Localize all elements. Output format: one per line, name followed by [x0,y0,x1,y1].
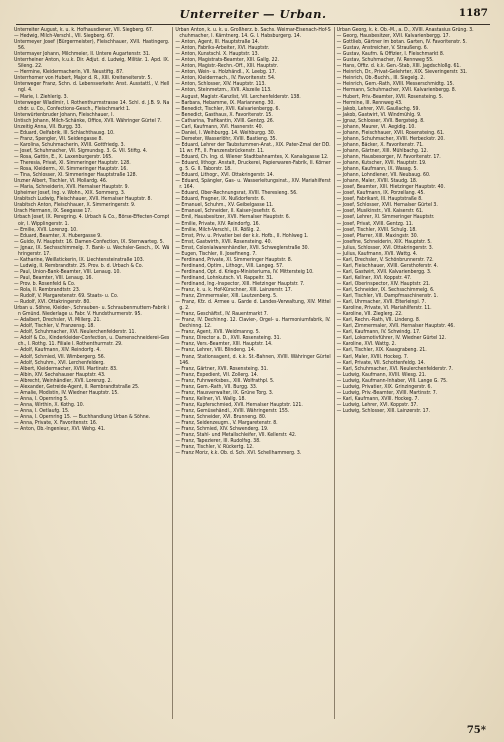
directory-entry: — Gustav, Anstreicher, V. Straußeng. 6. [336,45,429,52]
directory-entry: — Franz, Gärtner, XVII. Rosensteing. 31. [175,365,268,372]
directory-entry: — Emilie, Private, XIV. Reindorfg. 16. [175,220,261,227]
directory-entry: — Tina, Schlosser, XI. Simmeringer Hauptstraße 128. [14,172,138,179]
directory-entry: — Johann, Schuhmacher, XVIII. Herbeckstr. 20. [336,135,445,142]
directory-entry: — Paul, Beamter, VIII. Lenaug. 16. [14,274,93,281]
directory-columns [14,27,492,719]
directory-entry: — Hans, Offiz. d. k.k. Gen.-Stab, XIII. Jagdschloßg. 61. [336,63,461,70]
directory-entry: — Carl, Kaufmann, XVI. Hasnerstr. 40. [175,123,264,130]
directory-entry: — Johann, Maurer, VI. Aegidig. 10. [336,123,416,130]
directory-entry: — Albert, Kleidermacher, XVIII. Martinstr. 83. [14,365,118,372]
directory-entry: — Daniel, I. Weihburgg. 14. Weihburgg. 30. [175,129,276,136]
directory-entry: — Franz, Tapezierer, III. Rudolfsg. 38. [175,438,261,445]
directory-entry: Unterwürtenbruder Johann, Fleischhauer, I. [14,111,114,118]
directory-entry: — Jgnaz, Schlosser, XVII. Bergsteig. 8. [336,117,425,124]
directory-entry: — Anton, Fabriks-Arbeiter, XVI. Hauptstr. [175,45,270,52]
directory-entry: — Karl, Lokomotivführer, IV. Wiedner Gürtel 12. [336,335,447,342]
directory-entry: Untisch Johann, Milch-Schänke, Office, XVII. Währinger Gürtel 7. [14,117,162,124]
directory-entry: — Franz, Vers.-Beamter, XIII. Hauptstr. 14. [175,341,273,348]
directory-entry: Unterrheiner Anton, k.u.k. Dir. Adjut. d. Ludwig, Militär. 1. Apd. IX. Sileng. 22. [14,57,170,70]
directory-entry: — Ferdinand, Ing.-Inspector, XIII. Hietzinger Hauptstr. 7. [175,280,305,287]
directory-entry: — Franz, Stationsagent, d. k.k. St.-Bahnen, XVIII. Währinger Gürtel 146. [175,353,331,366]
directory-entry: — Emil, Hausbesitzer, XVII. Hernalser Hauptstr. 6. [175,214,291,221]
directory-entry: — Ludwig, Schlosser, XIII. Lainzerstr. 17. [336,407,431,414]
directory-entry: — Johann, Fleischhauer, XVII. Rosensteing. 61. [336,129,445,136]
directory-entry: — Josef, Kaufmann, IX. Porzellang. 45. [336,190,425,197]
directory-entry: — Karoline, Private, VI. Mariahilferstr. 11. [336,305,432,312]
directory-entry: — Emilie, XVII. Lorenzg. 10. [14,226,78,233]
directory-entry: — Eduard, Lithogr., XVI. Ottakringerstr. 14. [175,172,275,179]
directory-entry: — Anton, Ob.-Ingenieur, XVI. Wehg. 41. [14,426,106,433]
directory-entry: — Franz, Agent, XVII. Weidmanng. 5. [175,329,261,336]
directory-entry: — Georg, Hausbesitzer, XVII. Kalvarienbergg. 17. [336,33,451,40]
directory-entry: — Adolf & Co., Kinderkleider-Confection, u. Damenschneiderei-Gesch., I. Rothg. 11. Filiale I. Rothenthurmstr. 29. [14,335,170,348]
directory-entry: — Ludwig, Priv.-Beamter, XVIII. Martinstr. 7. [336,389,438,396]
page-header [18,6,488,22]
directory-entry: — Julius, Kaufmann, XVII. Wattg. 4. [336,250,418,257]
directory-entry: — Ernst, Colonialwarenhändler, XVII. Schweglerstraße 30. [175,244,310,251]
directory-entry: — Jakob, Lehrer, XVI. Gaullachg. 59. [336,105,420,112]
directory-entry: — Eugen, Tischler, II. Josefineng. 7. [175,250,257,257]
directory-entry: — Karl, Kaufmann, XVIII. Hockeg. 7. [336,395,419,402]
directory-entry: — Marie, I. Ziehlerig. 3. [14,93,69,100]
directory-entry: — Catharina, Trafikantin, XVIII. Gentzg. 26. [175,117,275,124]
directory-entry: — Albin, XIV. Sechshauser Hauptstr. 43. [14,371,106,378]
directory-entry: — Hermine, Kleidermacherin, VII. Neustiftg. 87. [14,69,124,76]
directory-entry: — Franz, Stahl- und Metallschleifer, VII. Kellerstr. 42. [175,432,297,439]
directory-entry: — Franz, IV. Dechinng. 12. Clavier-, Orgel- u. Harmoniumfabrik, IV. Dechinng. 12. [175,317,331,330]
directory-entry: — Franz, Hausverwalter, IX. Grüne Torg. 3. [175,389,274,396]
directory-entry: — Karoline, VII. Zieglerg. 22. [336,311,403,318]
directory-entry: — Johann, Hausbesorger, IV. Favoritenstr. 17. [336,153,441,160]
directory-entry: — Anna, I. Opernring 15. — Buchhandlung Urban & Söhne. [14,414,151,420]
directory-entry: — Ferdinand, Opt. d. Kriegs-Ministeriums, IV. Mittersteig 10. [175,268,314,275]
directory-column-2 [172,27,330,719]
directory-entry: — Prov. b. Rosenfeld & Co. [14,280,76,287]
directory-entry: — Franz, Lehrer, VIII. Blindeng. 14. [175,347,256,354]
header-rule [16,24,490,25]
directory-entry: — Franz, Kupferschmied, XVII. Hernalser Hauptstr. 121. [175,401,303,408]
directory-entry: — Theresia, Privat, XI. Simmeringer Hauptstr. 128. [14,160,131,167]
directory-entry: Urban u. Söhne, Kleider-, Schrauben- u. Schraubenmuttern-Fabrik in Gmünd. Niederlage u. Fabr. V. Hundsthurmerstr. 95. [14,305,170,318]
directory-entry: — Karl, Schuhmacher, XVI. Neulerchenfelderstr. 7. [336,365,453,372]
directory-entry: — Gottlieb, Gärtner im botan. Garten, IV. Favoritenstr. 5. [336,39,467,46]
directory-entry: — Rosa, Gattin, E., X. Laxenburgerstr. 165. [14,153,113,160]
directory-entry: — Gustav, Schuhmacher, IV. Rennweg 55. [336,57,434,64]
directory-entry: Unzeitig Anna, VII. Burgg. 33. [14,123,83,130]
directory-entry: — Johann, Maler, XVIII. Staudg. 18. [336,178,418,185]
directory-entry: — Franz, Director a. D., XVII. Rosensteing. 31. [175,335,282,342]
directory-entry: — Johann, Kutscher, XVII. Hauptstr. 19. [336,160,427,167]
directory-entry: — Ludwig, Lehrer, XVI. Koppstr. 37. [336,401,418,408]
directory-entry: — Adolf, Schuhmacher, XVI. Neulerchenfelderstr. 11. [14,329,136,336]
directory-entry: — Josef, Privat, XVIII. Gentzg. 11. [336,220,414,227]
directory-entry: — Benedict, Tischler, XVII. Kalvarienbergg. 6. [175,105,280,112]
directory-entry: Urban Georg, k. k. Ob.-M., a. D., XVIII. Anastasius Grüng. 3. [336,27,474,33]
directory-entry: — Johann, Gärtner, XIII. Mühlbachg. 12. [336,147,429,154]
directory-entry: — Hermine, III. Rennweg 43. [336,99,403,106]
directory-entry: — Katharine, Weißstickerin, IX. Liechtensteinstraße 103. [14,256,145,263]
directory-entry: — Karl, Gastwirt, XVII. Kalvarienbergg. 3. [336,268,432,275]
directory-entry: — Rudolf, XVI. Ottakringerstr. 80. [14,299,91,306]
directory-entry: — Eduard, Ober-Rechnungsrat, XVIII. Theresieng. 56. [175,190,298,197]
directory-entry: Upheimer Josef, Ing. v. Wohn., XIX. Sommerg. 3. [14,190,126,197]
directory-entry: — Eduard, Ch. Ing. d. Wiener Stadtbahnamtes, X. Kanalsgasse 12. [175,153,329,160]
directory-entry: — Anton, Magistrats-Beamter, XIII. Gallg. 22. [175,57,279,64]
directory-entry: Unterweger Wladimir, I. Rothenthurmstrasse 14. Schl. d. J.B. 9. Nachdr. u. Co., Confections-Gesch., Fleischmarkt 1. [14,99,170,112]
directory-entry: — Rosa, Kleiderm., XI. Simmeringer Hauptstr. 16. [14,166,128,173]
directory-entry: — Franz Moriz, k.k. Ob. d. Sch. XVI. Schellhammerg. 3. [175,450,302,457]
directory-entry: — Emilie, Milch-Verschl., IX. Rößlg. 2. [175,226,261,233]
directory-column-1 [14,27,169,719]
directory-entry: — Hermann, Schuhmacher, XVII. Kalvarienbergg. 8. [336,87,457,94]
directory-entry: — Ernst, Priv. u. Privatier bei der k.k. Hofb., II. Hohlweg 1. [175,232,309,239]
directory-entry: — Josef, Schuhmacher, VII. Sigmundsg. 3. G. VII. Stiftg. 4. [14,147,148,154]
directory-entry: — Ludwig, Kaufmann-Inhaber, VIII. Lange G. 75. [336,377,448,384]
directory-entry: — Emanuel, Schneider, II. Kaiser-Josefstr. 6. [175,208,277,215]
directory-entry: Urbach Josef, IX. Peregring. 4. Urbach & Co., Börse-Effecten-Comptoir, I. Wipplingerstr. 1. [14,214,170,227]
directory-entry: — Maria, Schneiderin, XVII. Hernalser Hauptstr. 9. [14,184,129,191]
directory-entry: — Rudolf, V. Margaretenstr. 69. Staats- u. Co. [14,293,119,300]
directory-entry: — Eduard, Spängler, Gas- u. Wasserleitungsinst., XIV. Mariahilferstr. 164. [175,178,331,191]
directory-entry: — Adolf, Schuhm., XVI. Lerchenfelderg. [14,359,105,366]
directory-entry: — Josef, Pfarrer, XIII. Maxingstr. 30. [336,232,419,239]
directory-entry: — Jakob, Gastwirt, VI. Windmühlg. 9. [336,111,422,118]
directory-entry: — Karl, Schneider, IX. Sechsschimmelg. 6. [336,287,435,294]
directory-entry: — Karl, Zimmermaler, XVII. Hernalser Hauptstr. 46. [336,323,455,330]
directory-entry: — Anna, I. Oetlaufg. 15. [14,407,70,414]
directory-entry: — Anton, Steinmetzm., XVII. Alszeile 113. [175,87,272,94]
directory-entry: Unzner Albert, Tischler, VI. Mollardg. 46. [14,178,108,185]
directory-entry: — Ferdinand, Optim., Lithogr., VIII. Langeg. 57. [175,262,284,269]
directory-entry: — Gustav, Kaufm. & Offizier, I. Fleischmarkt 8. [336,51,445,58]
directory-entry: — Josef, Fabrikant, III. Hauptstraße 8. [336,196,423,203]
directory-entry: Urabitsch Anton, Fleischhauer, X. Simmeringerstr. 9. [14,202,136,209]
directory-entry: Unterweger Franz, Schn. d. Lebensverkehr. Anst. Ausstattl., V. Hellngl. 4. [14,81,170,94]
directory-entry: — Franz, Gem.-Rath, VII. Burgg. 33. [175,383,258,390]
directory-entry: — Eduard, Oelfabrik, III. Schlachthausg. 10. [14,129,115,136]
directory-entry: — Adalbert, Drechsler, VI. Millerg. 21. [14,317,101,324]
directory-entry: — Johann, Bäcker, X. Favoritenstr. 71. [336,141,424,148]
directory-entry: — Karl, Oberinspector, XIV. Hauptstr. 21. [336,280,431,287]
directory-entry: — Anton, Kunstschl. X. Hauptstr. 13. [175,51,260,58]
directory-entry: — Karl, Uhrmacher, XVII. Elterleinpl. 7. [336,299,426,306]
directory-entry: — Franz, Geschäftsf., IV. Rauentmarkt 7. [175,311,269,318]
directory-entry: — Eduard, Fragner, IX. Nußdorferstr. 6. [175,196,266,203]
directory-entry: — Ferdinand, Lohnkutsch. VI. Rappeltr. 31. [175,274,274,281]
directory-entry: — Eduard, Beamter, X. Hubergasse 9. [14,232,102,239]
directory-entry: — Franz, Kellner, VI. Wallg. 18. [175,395,246,402]
directory-entry: — Anton, Wein- u. Holzhändl., X. Leebg. 17. [175,69,277,76]
directory-entry: — Heinrich, Ob.-Buchh., III. Siegelg. 2. [336,75,425,82]
directory-entry: — Karolina, Schuhmacherin, XVIII. Gottfriedg. 3. [14,141,126,148]
directory-entry: — Anton, Schlosser, XIV. Hauptstr. 113. [175,81,266,88]
directory-entry: — Franz, Seidenzeugm., V. Margaretenstr. 8. [175,420,278,427]
directory-entry: — Anna, Private, X. Favoritenstr. 16. [14,420,98,427]
directory-entry: Unterrhomer von Hubert, Major d. R., XIII. Kreiteneiterstr. 5. [14,75,152,82]
directory-entry: — Demeter, Wasserlöhr, XVIII. Bastieng. 35. [175,135,278,142]
directory-entry: — Franz, k. u. k. Hof-Kürschner, XIII. Lainzerstr. 17. [175,287,293,294]
directory-entry: — Josef, Beamter, XIII. Hietzinger Hauptstr. 40. [336,184,445,191]
directory-entry: — Ferdinand, Private, XI. Simmeringer Hauptstr. 8. [175,256,293,263]
directory-entry: — Karl, Rechn.-Rath, VII. Lindeng. 8. [336,317,421,324]
directory-entry: — Heinrich, Dr., Privat-Gelehrter, XIX. Sieveringerstr. 31. [336,69,468,76]
directory-entry: — Alexander, Getreide-Agent, II. Rembrandtstraße 25. [14,383,140,390]
directory-entry: — Anton, Agent, III. Hauptstraße 14. [175,39,260,46]
directory-entry: — Emanuel, Schuhm., XV. Geibelgasse 11. [175,202,274,209]
directory-entry: — Ludwig, Privatier, XIX. Grinzingerstr. 6. [336,383,432,390]
directory-entry: — Karl, Kaufmann, IV. Schwindg. 17. [336,329,421,336]
page-number: 1187 [458,7,488,19]
directory-entry: — Albrecht, Weinhändler, XVII. Lorenzg. 2. [14,377,112,384]
directory-entry: — Ernst, Gastwirth, XVII. Rosensteing. 40. [175,238,273,245]
directory-entry: — Karl, Maler, XVIII. Hockeg. 7. [336,353,409,360]
directory-entry: — Benedict, Gasthaus, X. Favoritenstr. 15. [175,111,273,118]
directory-entry: — Heinrich, Gem.-Rath, XVIII. Messerschmidtg. 15. [336,81,454,88]
directory-entry: — Karl, Tischler, XIX. Kaasgrabeng. 21. [336,347,427,354]
directory-entry: — Hedwig, Milch-Verschl., VII. Siegberg. 67. [14,33,115,40]
directory-entry: — Josefine, Schneiderin, XIX. Hauptstr. 5. [336,238,432,245]
directory-entry: — Anna, Wirthin, X. Kothg. 10. [14,401,85,408]
directory-entry: — Franz, Fuhrwerksbes., XIII. Wolfrathpl. 5. [175,377,275,384]
directory-column-3 [334,27,492,719]
running-head: Unterreiter — Urban. [179,7,327,21]
directory-entry: — Josef, Musikinstr., VII. Kaiserstr. 61. [336,208,424,215]
directory-entry: — Adolf, Kaufmann, XIV. Reindorfg. 4. [14,347,101,354]
directory-entry: — Franz, Tischler, V. Rückertg. 12. [175,444,254,451]
directory-entry: — Karl, Fleischhauer, XVIII. Gersthoferstr. 4. [336,262,439,269]
directory-entry: — Karoline, XVI. Wattg. 2. [336,341,397,348]
directory-entry: — Franz, Expedient, VII. Zollerg. 14. [175,371,259,378]
directory-entry: — August, Magistr.-Kanzlist, VII. Lerchenfelderstr. 138. [175,93,301,100]
directory-entry: — Karl, Drechsler, V. Schönbrunnerstr. 72. [336,256,434,263]
directory-entry: — Franz, Zimmermaler, XIII. Lautzenberg. 5. [175,293,278,300]
directory-entry: — Hubert, Priv.-Beamter, XVII. Rosensteing. 5. [336,93,444,100]
directory-entry: — Adolf, Schmied, VII. Wimbergerg. 56. [14,353,106,360]
directory-entry: — Amalie, Modistin, IV. Wiedner Hauptstr. 15. [14,389,119,396]
directory-entry: — Johann, Kaufmann, IX. Wasag. 5. [336,166,419,173]
directory-entry: — Franz, Schneider, XVI. Brunneng. 80. [175,414,267,420]
page-marker: 75* [466,725,486,736]
directory-entry: — Anton, Magistr.-Rechn.-Off., XIII. Hauptstr. [175,63,278,70]
directory-entry: — Franz, Spengler, VII. Seidengasse 8. [14,135,103,142]
directory-entry: — Johann, Lohndiener, VII. Neubaug. 60. [336,172,431,179]
directory-entry: Untermayer Johann, Milchmeier, II. Untere Augartenstr. 31. [14,51,151,58]
directory-entry: — Karl, Private, VII. Schottenfeldg. 14. [336,359,426,366]
directory-entry: — Rola, II. Rembrandtstr. 23. [14,287,81,294]
directory-entry: — Paul, Union-Bank-Beamter, VIII. Lenaug. 10. [14,268,121,275]
directory-entry: — Karl, Kellner, XVI. Koppstr. 47. [336,274,412,281]
directory-entry: — Franz, Schmied, XIV. Schwenderg. 19. [175,426,269,433]
directory-entry: — Franz, Kfz. d. Armee u. Garde d. Landes-Verwaltung, XIV. Mittelg. 2. [175,299,331,312]
directory-entry: Urban Anton, k. u. k. u. Großherz. b. Sachs. Weimar-Eisenach-Hof-Schuhmacher, I. Kärntnerg. 14. G. I. Habsburgerg. 14. [175,27,331,40]
directory-entry: — Eduard, Lehrer der Taubstummen-Anst., XIX. Pater-Zmal der DD. 11 wr. FF., II. Franzensbrückenstr. 11. [175,141,331,154]
directory-entry: Unterreiter August, k. u. k. Hofhausdiener, VII. Siegberg. 67. [14,27,154,33]
directory-entry: — Guido, IV. Hauptstr. 16. Damen-Confection, IX. Sternwarteg. 5. [14,238,165,245]
directory-entry: — Ludwig, II. Rembrandtstr. 25. Prov. b. d. Urbach & Co. [14,262,143,269]
directory-entry: — Josef, Tischler, XVIII. Schulg. 18. [336,226,417,233]
directory-entry: — Josef, Schlosser, XVII. Hernalser Gürtel 3. [336,202,438,209]
directory-entry: Urabitsch Ludwig, Fleischhauer, XVII. Hernalser Hauptstr. 8. [14,196,152,203]
directory-entry: — Josef, Lehrer, XI. Simmeringer Hauptstr. [336,214,435,221]
directory-entry: — Julius, Schlosser, XVI. Ottakringerstr. 3. [336,244,434,251]
directory-entry: Urach Hermann, IX. Seegasse 17. [14,208,92,215]
directory-entry: — Eduard, lithogr. Anstalt, Druckerei, Papierwaren-Fabrik, II. Körnerg. 5. G. II. Taborstr. 18. [175,160,331,173]
directory-entry: — Ludwig, Kaufmann, XVIII. Wiesg. 21. [336,371,427,378]
directory-entry: — Anna, I. Opernring 5. [14,395,69,402]
directory-entry: — Anton, Kleidermach., IV. Favoritenstr. 54. [175,75,276,82]
directory-entry: — Barbara, Hebamme, IX. Marianneng. 30. [175,99,275,106]
directory-entry: — Jgnaz, IX. Sechsschimmelg. 7. Bank- u. Wechsler-Gesch., IX. Währingerstr. 17. [14,244,170,257]
directory-entry: — Karl, Tischler, VII. Dampfmaschinenstr. 1. [336,293,438,300]
directory-entry: — Adolf, Tischler, V. Franzensg. 18. [14,323,95,330]
directory-entry: Untermeyer Josef (Bürgermeister), Fleischhauer, XVII. Hastingerg. 56. [14,39,170,52]
directory-entry: — Franz, Gemüsehändl., XVIII. Währingerstr. 155. [175,407,290,414]
